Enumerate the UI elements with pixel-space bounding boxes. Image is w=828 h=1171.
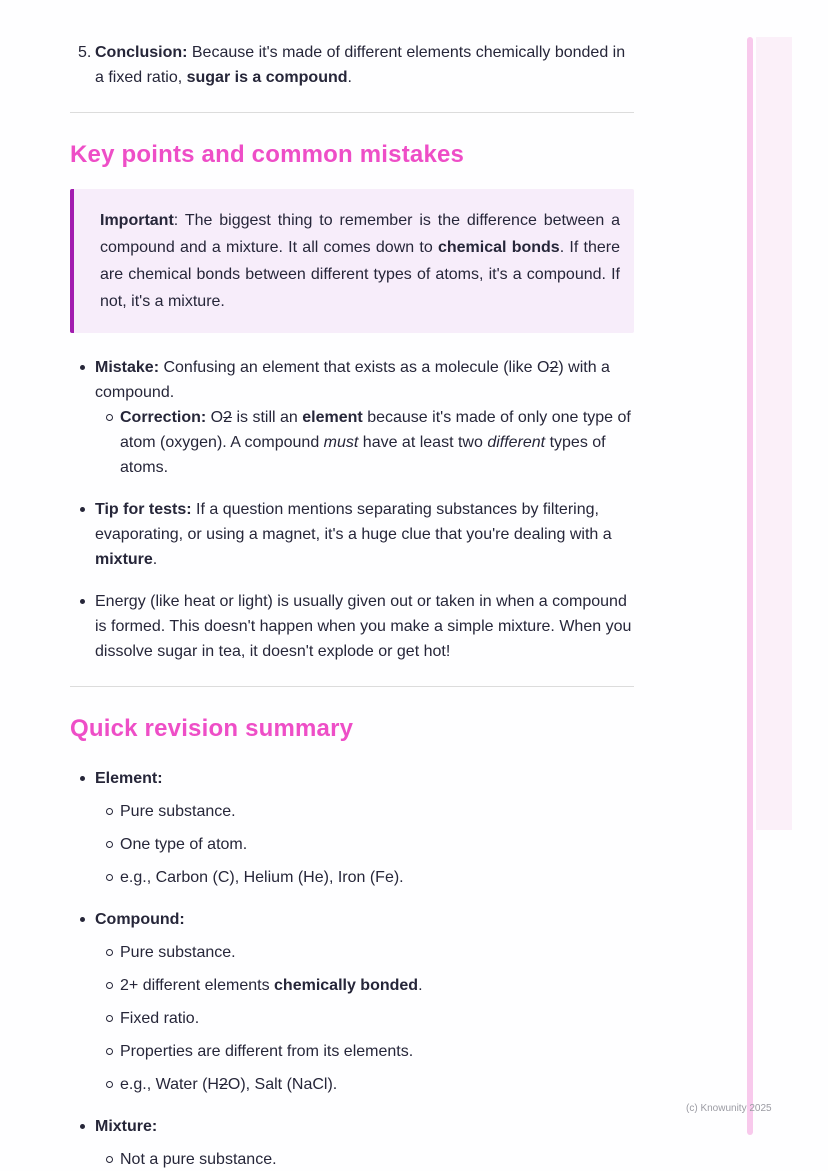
bullet-icon [78,1114,95,1139]
list-item-correction [70,405,634,480]
important-callout [70,189,634,333]
conclusion-text: Conclusion: Because it's made of different elements chemically bonded in a fixed ratio, sugar is a compound. [95,44,626,86]
list-item-text: Mixture: [95,1118,158,1135]
list-item [70,1039,634,1064]
bullet-icon [78,355,95,380]
circle-bullet-icon [104,940,120,965]
list-item-text: Energy (like heat or light) is usually given out or taken in when a compound is formed. This doesn't happen when you make a simple mixture. When you dissolve sugar in tea, it doesn't explode or get hot! [95,593,632,660]
list-item-mixture [70,1114,634,1139]
circle-bullet-icon [104,865,120,890]
list-item-text: Correction: O2 is still an element because it's made of only one type of atom (oxygen). A compound must have at least two different types of atoms. [120,409,631,476]
section-divider [70,112,634,113]
list-item [70,832,634,857]
list-item-tip [70,497,634,572]
list-item-text: Properties are different from its elements. [120,1043,414,1060]
callout-text: Important: The biggest thing to remember is the difference between a compound and a mixture. It all comes down to chemical bonds. If there are chemical bonds between different types of atoms, it's a compound. If not, it's a mixture. [100,212,620,310]
circle-bullet-icon [104,1039,120,1064]
list-item-text: Mistake: Confusing an element that exists as a molecule (like O2) with a compound. [95,359,610,401]
watermark: (c) Knowunity 2025 [686,1103,772,1114]
bullet-icon [78,766,95,791]
circle-bullet-icon [104,973,120,998]
list-item-mistake [70,355,634,405]
list-item-compound [70,907,634,932]
list-item [70,1147,634,1171]
list-item-text: e.g., Water (H2O), Salt (NaCl). [120,1076,338,1093]
bullet-icon [78,497,95,522]
conclusion-list-item [70,40,634,90]
list-item [70,973,634,998]
circle-bullet-icon [104,405,120,430]
list-item-text: Pure substance. [120,803,236,820]
scrollbar[interactable] [747,37,753,1135]
bullet-icon [78,907,95,932]
list-item-text: e.g., Carbon (C), Helium (He), Iron (Fe). [120,869,404,886]
list-item-text: Tip for tests: If a question mentions separating substances by filtering, evaporating, or using a magnet, it's a huge clue that you're dealing with a mixture. [95,501,612,568]
list-item-text: Fixed ratio. [120,1010,200,1027]
circle-bullet-icon [104,832,120,857]
list-item [70,799,634,824]
circle-bullet-icon [104,1072,120,1097]
list-item-energy [70,589,634,664]
list-item [70,940,634,965]
list-item-text: Pure substance. [120,944,236,961]
list-item [70,865,634,890]
quick-revision-heading: Quick revision summary [70,715,354,742]
list-item [70,1006,634,1031]
circle-bullet-icon [104,1006,120,1031]
list-item-text: Compound: [95,911,185,928]
list-item-text: Not a pure substance. [120,1151,277,1168]
list-item-text: Element: [95,770,163,787]
list-item [70,1072,634,1097]
key-points-heading: Key points and common mistakes [70,141,465,168]
notes-content [70,40,634,1171]
list-item-text: 2+ different elements chemically bonded. [120,977,423,994]
bullet-icon [78,589,95,614]
list-item-text: One type of atom. [120,836,248,853]
list-number: 5. [78,44,92,61]
circle-bullet-icon [104,799,120,824]
circle-bullet-icon [104,1147,120,1171]
section-divider [70,686,634,687]
list-item-element [70,766,634,791]
next-page-preview [756,37,792,830]
